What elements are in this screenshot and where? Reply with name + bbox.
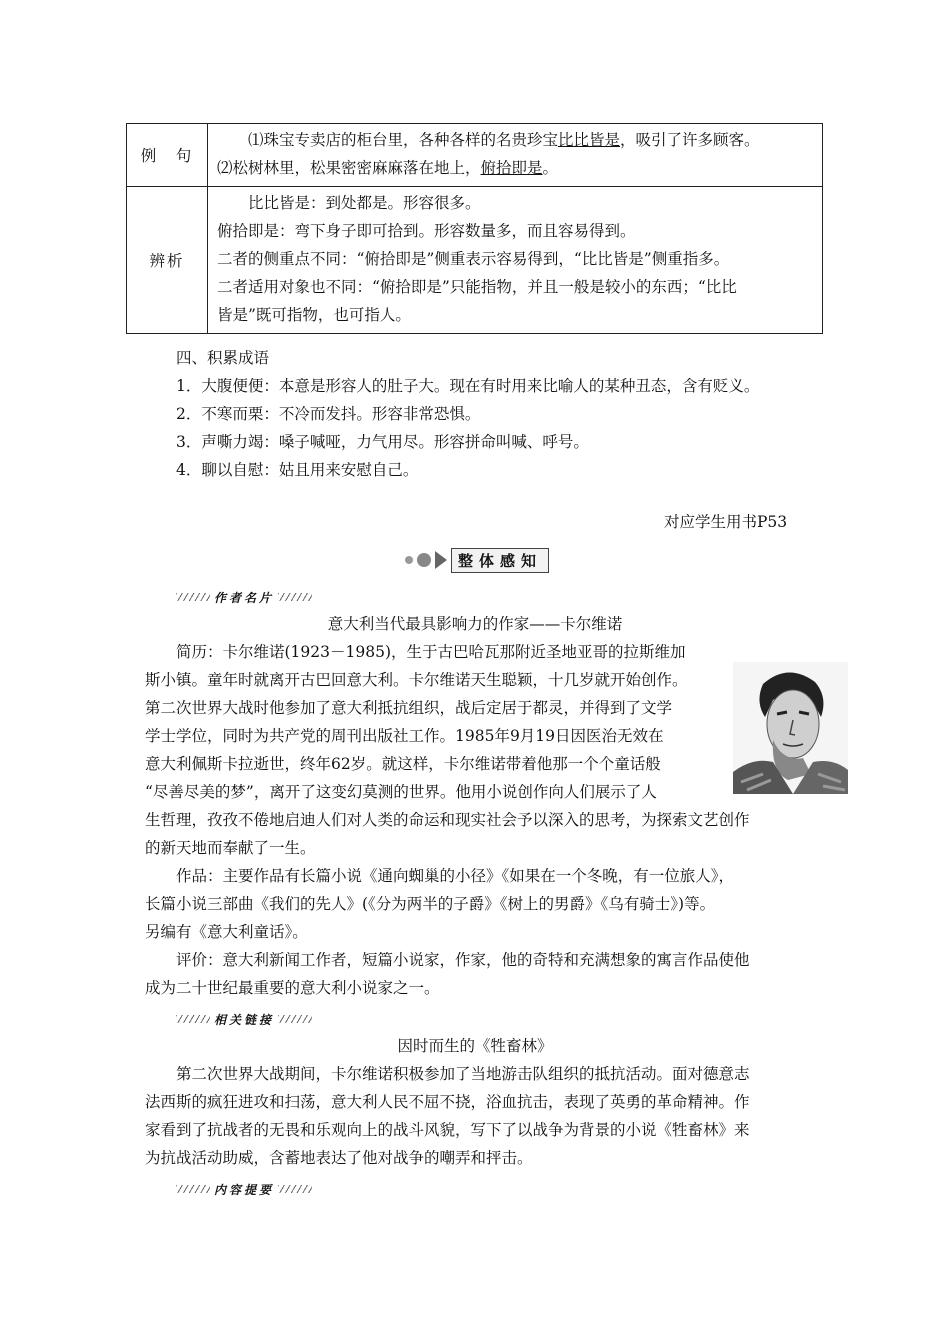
example-row [127,124,823,187]
comparison-table [126,123,823,334]
author-title: 意大利当代最具影响力的作家——卡尔维诺 [327,615,623,633]
works-line: 长篇小说三部曲《我们的先人》(《分为两半的子爵》《树上的男爵》《乌有骑士》)等。 [145,895,716,913]
evaluation-line: 评价：意大利新闻工作者，短篇小说家，作家，他的奇特和充满想象的寓言作品使他 [176,951,750,969]
hatch-decoration [278,1015,312,1023]
idiom-item: 1．大腹便便：本意是形容人的肚子大。现在有时用来比喻人的某种丑态，含有贬义。 [176,377,760,395]
portrait-illustration [733,662,848,794]
author-tag [176,588,312,606]
related-title: 因时而生的《牲畜林》 [397,1037,553,1055]
works-line: 作品：主要作品有长篇小说《通向蜘巢的小径》《如果在一个冬晚，有一位旅人》， [176,867,735,885]
example-1-suffix: ，吸引了许多顾客。 [620,131,760,149]
analysis-line: 二者的侧重点不同：“俯拾即是”侧重表示容易得到，“比比皆是”侧重指多。 [217,250,730,268]
content-tag [176,1180,312,1198]
example-1-idiom: 比比皆是 [558,131,621,149]
section-header [405,546,549,574]
author-tag-label: 作者名片 [214,590,275,605]
dot-icon [405,556,413,564]
analysis-line: 二者适用对象也不同：“俯拾即是”只能指物，并且一般是较小的东西；“比比 [217,278,737,296]
content-tag-label: 内容提要 [214,1182,275,1197]
page-reference: 对应学生用书P53 [664,513,788,531]
idiom-item: 3．声嘶力竭：嗓子喊哑，力气用尽。形容拼命叫喊、呼号。 [176,433,589,451]
analysis-cell [208,187,823,334]
hatch-decoration [176,1185,210,1193]
example-1-text: ⑴珠宝专卖店的柜台里，各种各样的名贵珍宝 [248,131,559,149]
idioms-heading: 四、积累成语 [176,349,270,367]
example-label: 例 句 [127,124,208,187]
bio-line: 学士学位，同时为共产党的周刊出版社工作。1985年9月19日因医治无效在 [145,727,664,745]
example-2-idiom: 俯拾即是 [480,159,543,177]
analysis-row [127,187,823,334]
evaluation-line: 成为二十世纪最重要的意大利小说家之一。 [145,979,440,997]
bio-line: 简历：卡尔维诺(1923－1985)，生于古巴哈瓦那附近圣地亚哥的拉斯维加 [176,643,686,661]
related-line: 第二次世界大战期间，卡尔维诺积极参加了当地游击队组织的抵抗活动。面对德意志 [176,1065,750,1083]
bio-line: 的新天地而奉献了一生。 [145,839,316,857]
bio-line: 意大利佩斯卡拉逝世，终年62岁。就这样，卡尔维诺带着他那一个个童话般 [145,755,661,773]
analysis-line: 比比皆是：到处都是。形容很多。 [248,194,481,212]
related-tag-label: 相关链接 [214,1012,275,1027]
related-line: 家看到了抗战者的无畏和乐观向上的战斗风貌，写下了以战争为背景的小说《牲畜林》来 [145,1121,750,1139]
arrow-icon [435,551,447,569]
idiom-item: 4．聊以自慰：姑且用来安慰自己。 [176,461,419,479]
author-portrait [733,662,848,794]
analysis-label: 辨析 [127,187,208,334]
example-2-suffix: 。 [542,159,559,177]
bio-line: 生哲理，孜孜不倦地启迪人们对人类的命运和现实社会予以深入的思考，为探索文艺创作 [145,811,750,829]
analysis-line: 俯拾即是：弯下身子即可拾到。形容数量多，而且容易得到。 [217,222,636,240]
example-cell [208,124,823,187]
works-line: 另编有《意大利童话》。 [145,923,308,941]
section-title: 整体感知 [451,548,549,573]
dot-icon [417,553,431,567]
related-line: 为抗战活动助威，含蓄地表达了他对战争的嘲弄和抨击。 [145,1149,533,1167]
bio-line: 第二次世界大战时他参加了意大利抵抗组织，战后定居于都灵，并得到了文学 [145,699,673,717]
hatch-decoration [176,593,210,601]
idiom-item: 2．不寒而栗：不冷而发抖。形容非常恐惧。 [176,405,481,423]
bio-line: “尽善尽美的梦”，离开了这变幻莫测的世界。他用小说创作向人们展示了人 [145,783,657,801]
hatch-decoration [278,1185,312,1193]
hatch-decoration [176,1015,210,1023]
related-line: 法西斯的疯狂进攻和扫荡，意大利人民不屈不挠，浴血抗击，表现了英勇的革命精神。作 [145,1093,750,1111]
bio-line: 斯小镇。童年时就离开古巴回意大利。卡尔维诺天生聪颖，十几岁就开始创作。 [145,671,688,689]
example-2-text: ⑵松树林里，松果密密麻麻落在地上， [217,159,481,177]
example-sentence-1 [217,126,814,154]
hatch-decoration [278,593,312,601]
analysis-line: 皆是”既可指物，也可指人。 [217,306,411,324]
related-tag [176,1010,312,1028]
example-sentence-2 [217,154,814,182]
